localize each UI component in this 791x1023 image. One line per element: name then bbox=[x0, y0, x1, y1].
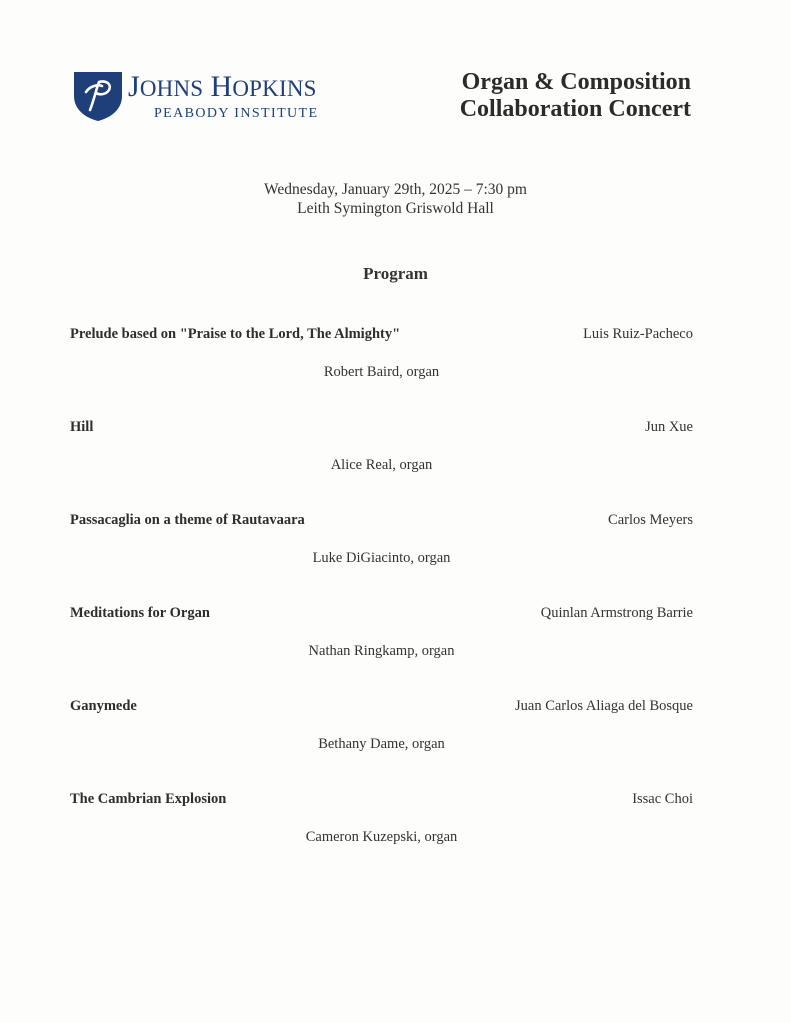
piece-composer: Juan Carlos Aliaga del Bosque bbox=[514, 698, 693, 714]
event-datetime: Wednesday, January 29th, 2025 – 7:30 pm bbox=[264, 181, 527, 198]
piece-title: Meditations for Organ bbox=[70, 605, 210, 621]
logo-subtitle: PEABODY INSTITUTE bbox=[154, 106, 319, 121]
piece-performer: Cameron Kuzepski, organ bbox=[305, 829, 458, 845]
piece-title: Hill bbox=[70, 419, 94, 435]
piece-title: The Cambrian Explosion bbox=[70, 791, 227, 807]
logo-letters-opkins: OPKINS bbox=[232, 76, 317, 101]
johns-hopkins-peabody-logo bbox=[72, 70, 342, 126]
piece-performer: Robert Baird, organ bbox=[323, 364, 440, 380]
logo-letters-ohns: OHNS bbox=[139, 76, 204, 101]
piece-composer: Luis Ruiz-Pacheco bbox=[583, 326, 693, 342]
program-piece bbox=[70, 698, 693, 791]
logo-name bbox=[128, 72, 317, 104]
program-piece bbox=[70, 791, 693, 884]
piece-performer: Bethany Dame, organ bbox=[318, 736, 445, 752]
piece-performer: Alice Real, organ bbox=[330, 457, 433, 473]
piece-composer: Carlos Meyers bbox=[608, 512, 693, 528]
concert-title-line-2: Collaboration Concert bbox=[459, 96, 691, 122]
piece-title: Passacaglia on a theme of Rautavaara bbox=[70, 512, 305, 528]
piece-performer: Luke DiGiacinto, organ bbox=[312, 550, 451, 566]
piece-composer: Jun Xue bbox=[645, 419, 693, 435]
program-piece bbox=[70, 512, 693, 605]
program-piece bbox=[70, 605, 693, 698]
piece-composer: Quinlan Armstrong Barrie bbox=[540, 605, 693, 621]
event-info bbox=[0, 180, 791, 218]
program-list bbox=[70, 326, 693, 884]
program-heading: Program bbox=[363, 264, 428, 283]
concert-title bbox=[460, 69, 691, 123]
concert-title-line-1: Organ & Composition bbox=[461, 69, 691, 95]
piece-performer: Nathan Ringkamp, organ bbox=[308, 643, 455, 659]
piece-title: Ganymede bbox=[70, 698, 137, 714]
program-piece bbox=[70, 326, 693, 419]
shield-icon bbox=[72, 70, 124, 122]
event-venue: Leith Symington Griswold Hall bbox=[297, 200, 494, 217]
program-piece bbox=[70, 419, 693, 512]
logo-letter-j: J bbox=[128, 70, 140, 103]
logo-letter-h: H bbox=[210, 70, 233, 103]
piece-title: Prelude based on "Praise to the Lord, The Almighty" bbox=[70, 326, 401, 342]
piece-composer: Issac Choi bbox=[632, 791, 693, 807]
